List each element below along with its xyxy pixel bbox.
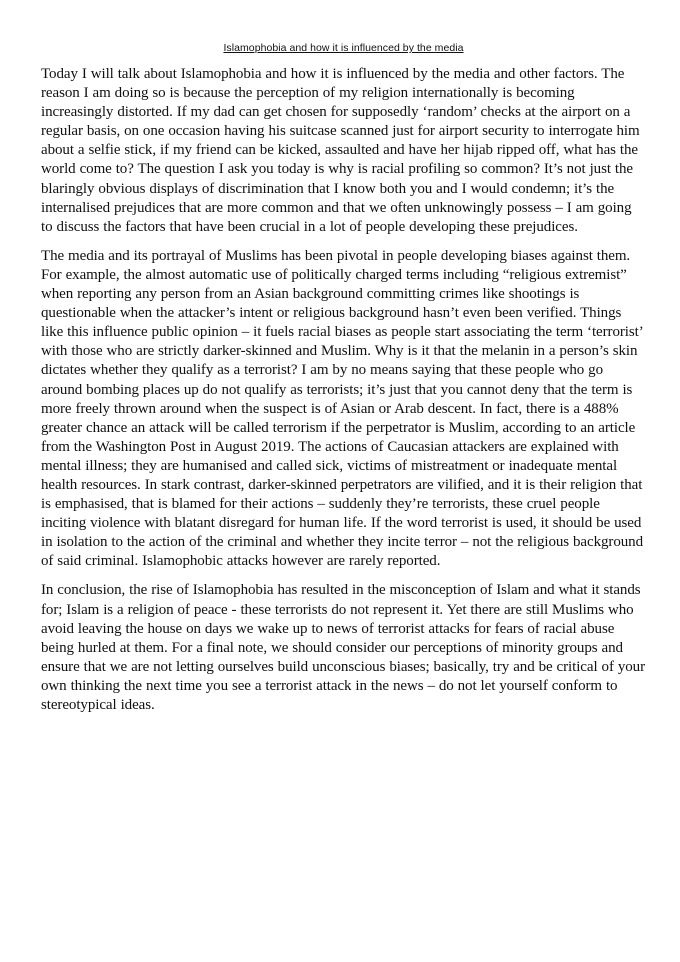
paragraph-media-portrayal: The media and its portrayal of Muslims has been pivotal in people developing biases against them. For example, the almost automatic use of politically charged terms including “religious extremist” when reporting any person from an Asian background committing crimes like shootings is questionable when the attacker’s intent or religious background hasn’t even been verified. Things like this influence public opinion – it fuels racial biases as people start associating the term ‘terrorist’ with those who are strictly darker-skinned and Muslim. Why is it that the melanin in a person’s skin dictates whether they qualify as a terrorist? I am by no means saying that these people who go around bombing places up do not qualify as terrorists; it’s just that you cannot deny that the term is more freely thrown around when the suspect is of Asian or Arab descent. In fact, there is a 488% greater chance an attack will be called terrorism if the perpetrator is Muslim, according to an article from the Washington Post in August 2019. The actions of Caucasian attackers are explained with mental illness; they are humanised and called sick, victims of mistreatment or inadequate mental health resources. In stark contrast, darker-skinned perpetrators are vilified, and it is their religion that is emphasised, that is blamed for their actions – suddenly they’re terrorists, these cruel people inciting violence with blatant disregard for human life. If the word terrorist is used, it should be used in isolation to the action of the criminal and whether they incite terror – not the religious background of said criminal. Islamophobic attacks however are rarely reported.: [41, 247, 644, 570]
document-title: Islamophobia and how it is influenced by the media: [223, 42, 464, 54]
paragraph-introduction: Today I will talk about Islamophobia and how it is influenced by the media and other factors. The reason I am doing so is because the perception of my religion internationally is becoming increasingly distorted. If my dad can get chosen for supposedly ‘random’ checks at the airport on a regular basis, on one occasion having his suitcase scanned just for airport security to interrogate him about a selfie stick, if my friend can be kicked, assaulted and have her hijab ripped off, what has the world come to? The question I ask you today is why is racial profiling so common? It’s not just the blaringly obvious displays of discrimination that I know both you and I would condemn; it’s the internalised prejudices that are more common and that we often unknowingly possess – I am going to discuss the factors that have been crucial in a lot of people developing these prejudices.: [41, 66, 640, 235]
paragraph-conclusion: In conclusion, the rise of Islamophobia has resulted in the misconception of Islam and what it stands for; Islam is a religion of peace - these terrorists do not represent it. Yet there are still Muslims who avoid leaving the house on days we wake up to news of terrorist attacks for fears of racial abuse being hurled at them. For a final note, we should consider our perceptions of minority groups and ensure that we are not letting ourselves build unconscious biases; basically, try and be critical of your own thinking the next time you see a terrorist attack in the news – do not let yourself conform to stereotypical ideas.: [41, 582, 646, 713]
